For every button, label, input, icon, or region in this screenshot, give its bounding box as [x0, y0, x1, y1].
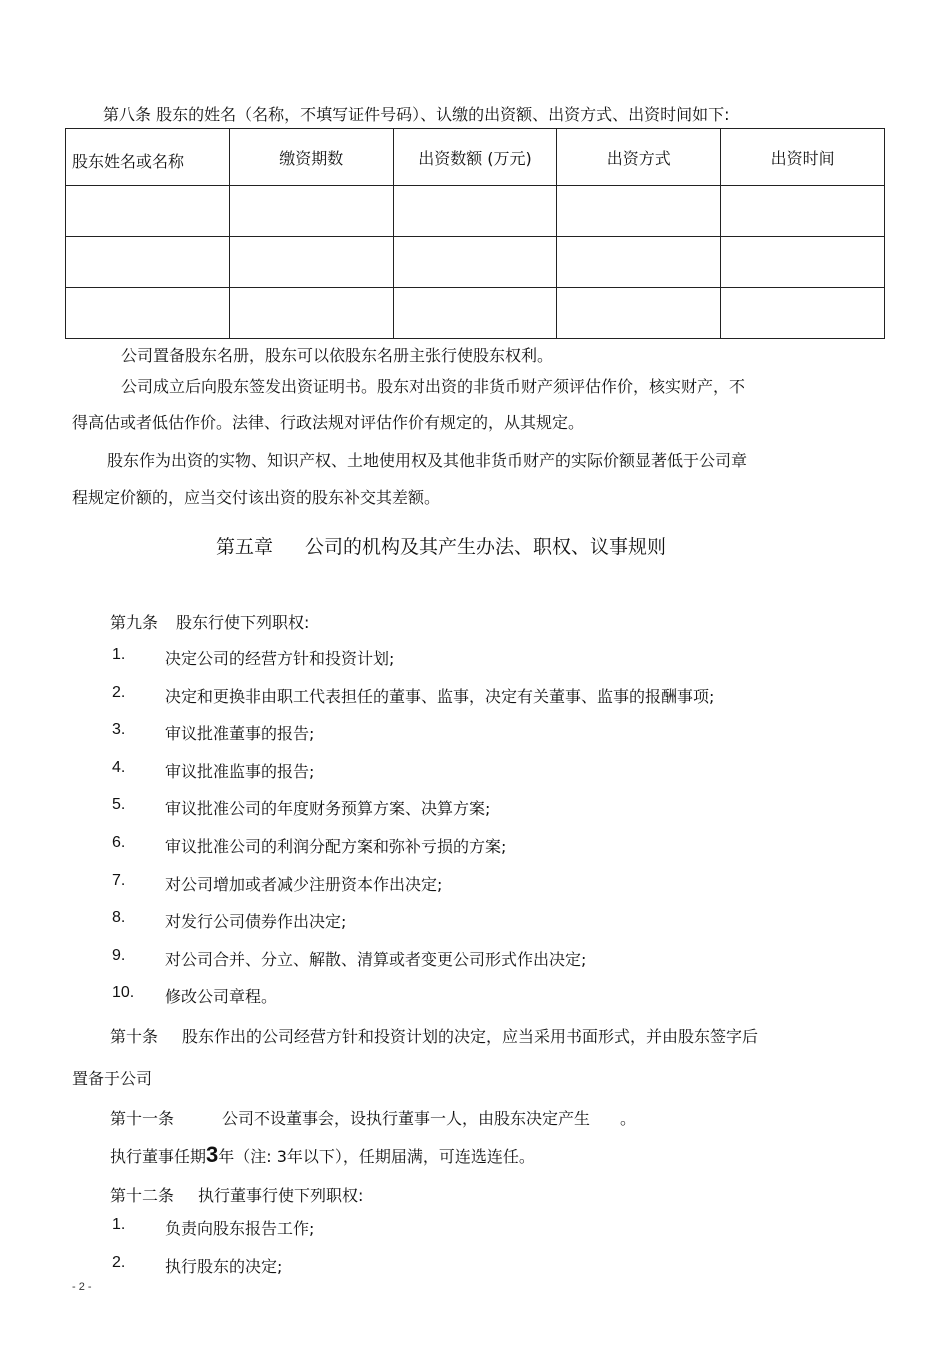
table-cell	[721, 237, 885, 288]
col-header-period: 缴资期数	[229, 129, 393, 186]
list-item-number: 9.	[112, 947, 126, 964]
shareholder-table	[65, 128, 885, 339]
col-header-time: 出资时间	[721, 129, 885, 186]
table-cell	[557, 186, 721, 237]
table-cell	[66, 186, 230, 237]
article-10-text: 股东作出的公司经营方针和投资计划的决定，应当采用书面形式，并由股东签字后	[182, 1027, 759, 1046]
table-cell	[229, 237, 393, 288]
list-item-number: 2.	[112, 1254, 126, 1271]
table-cell	[66, 237, 230, 288]
col-header-name: 股东姓名或名称	[66, 129, 230, 186]
article-12-text: 执行董事行使下列职权:	[198, 1186, 364, 1205]
article-10-number: 第十条	[110, 1027, 159, 1046]
director-term	[110, 1142, 535, 1168]
table-cell	[393, 186, 557, 237]
para-register: 公司置备股东名册，股东可以依股东名册主张行使股东权利。	[121, 346, 554, 365]
list-item-number: 1.	[112, 1216, 126, 1233]
article-8: 第八条 股东的姓名（名称，不填写证件号码）、认缴的出资额、出资方式、出资时间如下:	[103, 105, 730, 124]
chapter-title: 公司的机构及其产生办法、职权、议事规则	[305, 536, 667, 558]
table-cell	[66, 288, 230, 339]
article-10-continuation: 置备于公司	[72, 1069, 153, 1088]
table-row	[66, 237, 885, 288]
chapter-number: 第五章	[216, 536, 274, 558]
para-certificate-1: 公司成立后向股东签发出资证明书。股东对出资的非货币财产须评估作价，核实财产，不	[121, 377, 746, 396]
article-9	[110, 610, 309, 633]
article-9-number: 第九条	[110, 613, 159, 632]
table-row	[66, 186, 885, 237]
list-item: 对公司合并、分立、解散、清算或者变更公司形式作出决定;	[165, 950, 587, 969]
table-row	[66, 288, 885, 339]
list-item-number: 7.	[112, 872, 126, 889]
list-item: 审议批准公司的利润分配方案和弥补亏损的方案;	[165, 837, 507, 856]
list-item: 决定公司的经营方针和投资计划;	[165, 649, 395, 668]
article-11-end: 。	[620, 1109, 637, 1128]
article-12-number: 第十二条	[110, 1186, 175, 1205]
list-item-number: 1.	[112, 646, 126, 663]
list-item: 决定和更换非由职工代表担任的董事、监事，决定有关董事、监事的报酬事项;	[165, 687, 715, 706]
para-certificate-2: 得高估或者低估作价。法律、行政法规对评估作价有规定的，从其规定。	[72, 413, 585, 432]
list-item-number: 8.	[112, 909, 126, 926]
table-cell	[229, 288, 393, 339]
table-cell	[393, 237, 557, 288]
list-item-number: 2.	[112, 684, 126, 701]
table-cell	[557, 288, 721, 339]
article-9-text: 股东行使下列职权:	[176, 613, 310, 632]
article-11	[110, 1106, 636, 1129]
list-item-number: 5.	[112, 796, 126, 813]
para-shortfall-2: 程规定价额的，应当交付该出资的股东补交其差额。	[72, 488, 441, 507]
para-shortfall-1: 股东作为出资的实物、知识产权、土地使用权及其他非货币财产的实际价额显著低于公司章	[107, 451, 748, 470]
list-item: 审议批准监事的报告;	[165, 762, 315, 781]
table-cell	[721, 186, 885, 237]
list-item: 执行股东的决定;	[165, 1257, 283, 1276]
list-item: 负责向股东报告工作;	[165, 1219, 315, 1238]
list-item-number: 6.	[112, 834, 126, 851]
table-header-row	[66, 129, 885, 186]
term-note: 年（注: 3年以下），任期届满，可连选连任。	[218, 1147, 535, 1166]
col-header-amount: 出资数额 (万元)	[393, 129, 557, 186]
article-11-number: 第十一条	[110, 1109, 175, 1128]
chapter-heading	[216, 532, 666, 559]
article-10	[110, 1024, 758, 1047]
article-11-text: 公司不设董事会，设执行董事一人，由股东决定产生	[222, 1109, 591, 1128]
table-cell	[393, 288, 557, 339]
list-item: 对发行公司债券作出决定;	[165, 912, 347, 931]
list-item-number: 4.	[112, 759, 126, 776]
list-item-number: 3.	[112, 721, 126, 738]
term-label: 执行董事任期	[110, 1147, 207, 1166]
table-cell	[229, 186, 393, 237]
table-cell	[721, 288, 885, 339]
list-item: 对公司增加或者减少注册资本作出决定;	[165, 875, 443, 894]
list-item: 修改公司章程。	[165, 987, 278, 1006]
term-years: 3	[206, 1142, 219, 1167]
list-item-number: 10.	[112, 984, 135, 1001]
page-number: - 2 -	[72, 1281, 92, 1293]
col-header-method: 出资方式	[557, 129, 721, 186]
list-item: 审议批准公司的年度财务预算方案、决算方案;	[165, 799, 491, 818]
list-item: 审议批准董事的报告;	[165, 724, 315, 743]
table-cell	[557, 237, 721, 288]
article-12	[110, 1183, 363, 1206]
